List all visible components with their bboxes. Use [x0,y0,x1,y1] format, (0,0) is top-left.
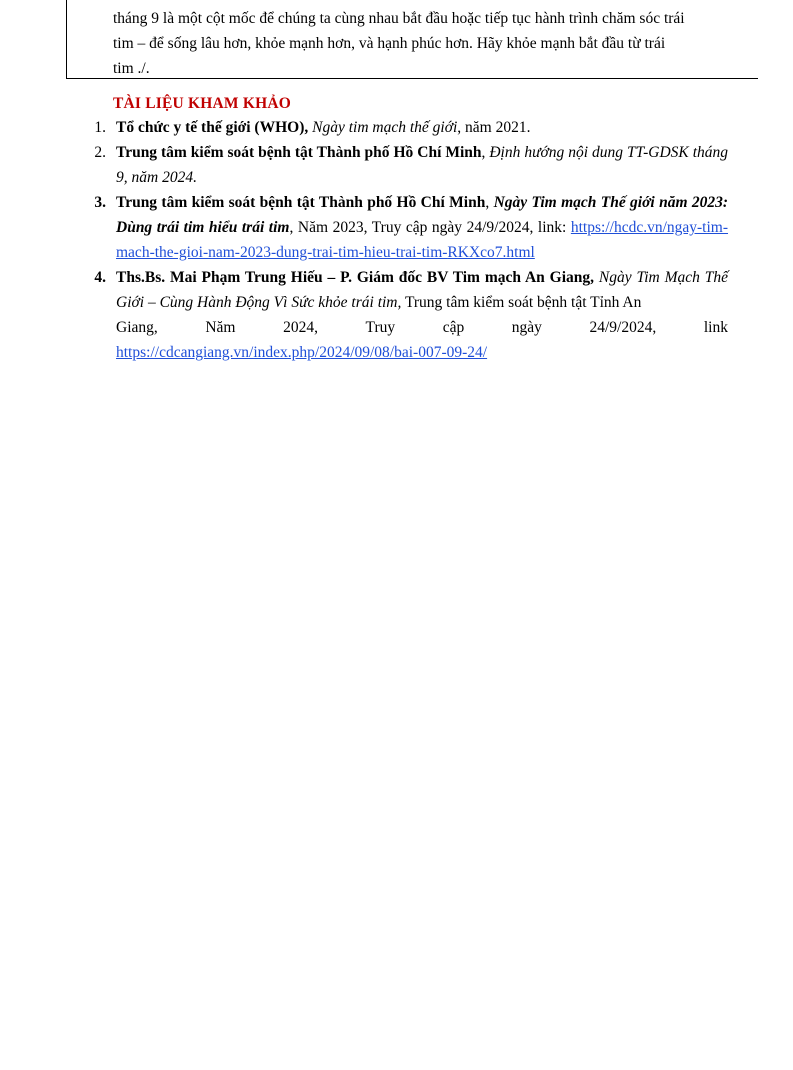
reference-word: cập [442,319,465,336]
list-item [68,140,728,190]
reference-link[interactable]: https://cdcangiang.vn/index.php/2024/09/08/bai-007-09-24/ [116,344,488,361]
references-heading: TÀI LIỆU KHAM KHẢO [113,95,291,112]
document-content [68,6,728,365]
reference-word: Truy [365,319,396,336]
paragraph-line: tim ./. [113,60,150,77]
reference-tail: , năm 2021. [457,119,531,136]
list-item [68,265,728,365]
list-item-number: 4. [94,269,106,286]
reference-author: Ths.Bs. Mai Phạm Trung Hiếu – P. Giám đốc BV Tim mạch An Giang, [116,269,595,286]
reference-author: Tổ chức y tế thế giới (WHO), [116,119,309,136]
list-item-number: 3. [94,194,106,211]
reference-separator: , [485,194,494,211]
closing-paragraph [68,6,728,81]
paragraph-line: tim – để sống lâu hơn, khỏe mạnh hơn, và hạnh phúc hơn. Hãy khỏe mạnh bắt đầu từ trái [113,35,666,52]
list-item-number: 2. [94,144,106,161]
list-item [68,115,728,140]
reference-word: link [703,319,728,336]
reference-tail: Trung tâm kiểm soát bệnh tật Tỉnh An [401,294,642,311]
reference-tail: , Năm 2023, Truy cập ngày 24/9/2024, link: [289,219,567,236]
reference-word: Giang, [116,319,158,336]
reference-author: Trung tâm kiểm soát bệnh tật Thành phố Hồ Chí Minh [116,194,486,211]
reference-link-line1: https://hcdc.vn/ngay-tim-mach-the-gioi-nam-2023-dung-trai-tim-hieu-trai-tim- [116,219,729,261]
reference-spread-line [116,315,728,340]
paragraph-line: tháng 9 là một cột mốc để chúng ta cùng nhau bắt đầu hoặc tiếp tục hành trình chăm sóc trái [113,10,685,27]
list-item [68,190,728,265]
reference-word: Năm [205,319,236,336]
reference-title: Định hướng nội dung TT-GDSK tháng 9, năm 2024. [116,144,728,186]
reference-separator: , [481,144,490,161]
reference-word: 24/9/2024, [589,319,657,336]
reference-author: Trung tâm kiểm soát bệnh tật Thành phố Hồ Chí Minh [116,144,482,161]
left-margin-rule [66,0,67,78]
reference-title: Ngày tim mạch thế giới [312,119,458,136]
reference-word: ngày [511,319,542,336]
reference-word: 2024, [283,319,318,336]
references-list [68,115,728,365]
reference-link-line2: RKXco7.html [447,244,535,261]
reference-title-part2: Thế Giới – Cùng Hành Động Vì Sức khỏe trái tim, [116,269,728,311]
reference-title: Ngày Tim mạch Thế giới năm 2023: Dùng trái tim hiểu trái tim [116,194,729,236]
list-item-number: 1. [94,119,106,136]
reference-title-part1: Ngày Tim Mạch [598,269,700,286]
